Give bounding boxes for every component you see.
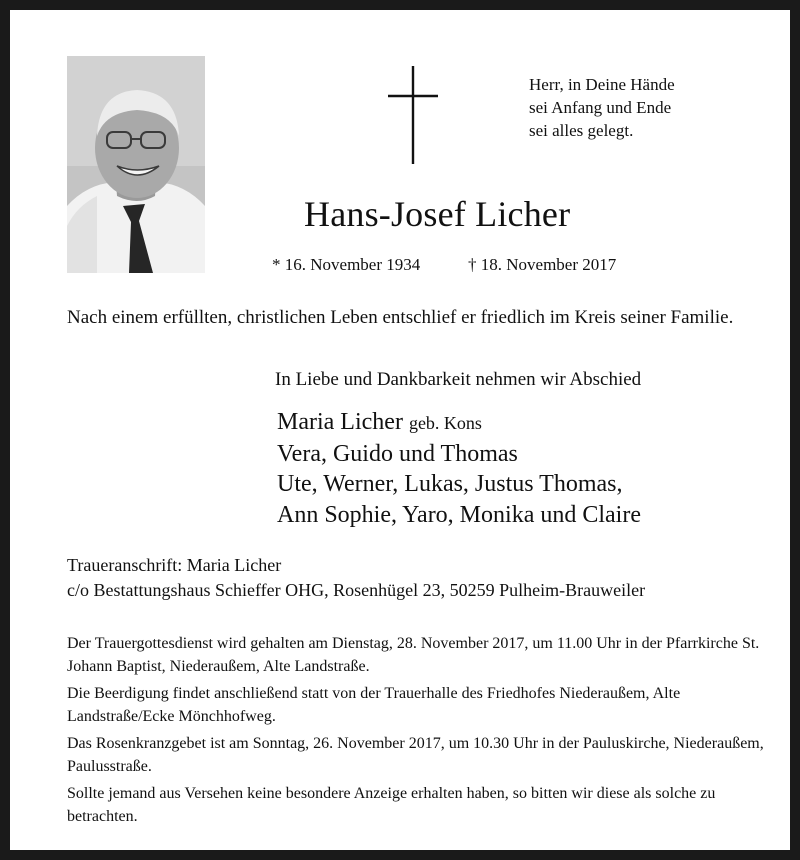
farewell-text: In Liebe und Dankbarkeit nehmen wir Abschied — [275, 369, 642, 390]
intro-text: Nach einem erfüllten, christlichen Leben entschlief er friedlich im Kreis seiner Familie. — [67, 307, 734, 328]
portrait-photo — [67, 56, 205, 273]
death-date: † 18. November 2017 — [468, 255, 617, 274]
details-paragraph: Der Trauergottesdienst wird gehalten am Dienstag, 28. November 2017, um 11.00 Uhr in der Pfarrkirche St. Johann Baptist, Niederaußem, Alte Landstraße. — [67, 635, 760, 675]
family-list — [277, 407, 641, 530]
details-paragraph: Sollte jemand aus Versehen keine besondere Anzeige erhalten haben, so bitten wir diese als solche zu betrachten. — [67, 785, 716, 825]
address-line: Traueranschrift: Maria Licher — [67, 555, 282, 575]
cross-icon — [388, 66, 438, 166]
bible-verse — [529, 73, 675, 142]
verse-line: Herr, in Deine Hände — [529, 75, 675, 94]
condolence-address — [67, 553, 645, 603]
verse-line: sei Anfang und Ende — [529, 98, 672, 117]
family-member-name: Maria Licher — [277, 409, 403, 435]
details-paragraph: Die Beerdigung findet anschließend statt von der Trauerhalle des Friedhofes Niederaußem, Alte Landstraße/Ecke Mönchhofweg. — [67, 685, 681, 725]
family-line: Ann Sophie, Yaro, Monika und Claire — [277, 501, 641, 528]
family-line — [277, 407, 641, 439]
family-member-note: geb. Kons — [408, 413, 482, 433]
service-details — [67, 632, 767, 832]
verse-line: sei alles gelegt. — [529, 121, 634, 140]
portrait-photo-icon — [67, 56, 205, 273]
family-line: Vera, Guido und Thomas — [277, 440, 518, 467]
family-line: Ute, Werner, Lukas, Justus Thomas, — [277, 471, 623, 497]
address-line: c/o Bestattungshaus Schieffer OHG, Rosenhügel 23, 50259 Pulheim-Brauweiler — [67, 580, 646, 600]
deceased-name: Hans-Josef Licher — [304, 194, 571, 234]
details-paragraph: Das Rosenkranzgebet ist am Sonntag, 26. November 2017, um 10.30 Uhr in der Pauluskirche, Niederaußem, Paulusstraße. — [67, 735, 764, 775]
birth-date: * 16. November 1934 — [272, 255, 421, 274]
